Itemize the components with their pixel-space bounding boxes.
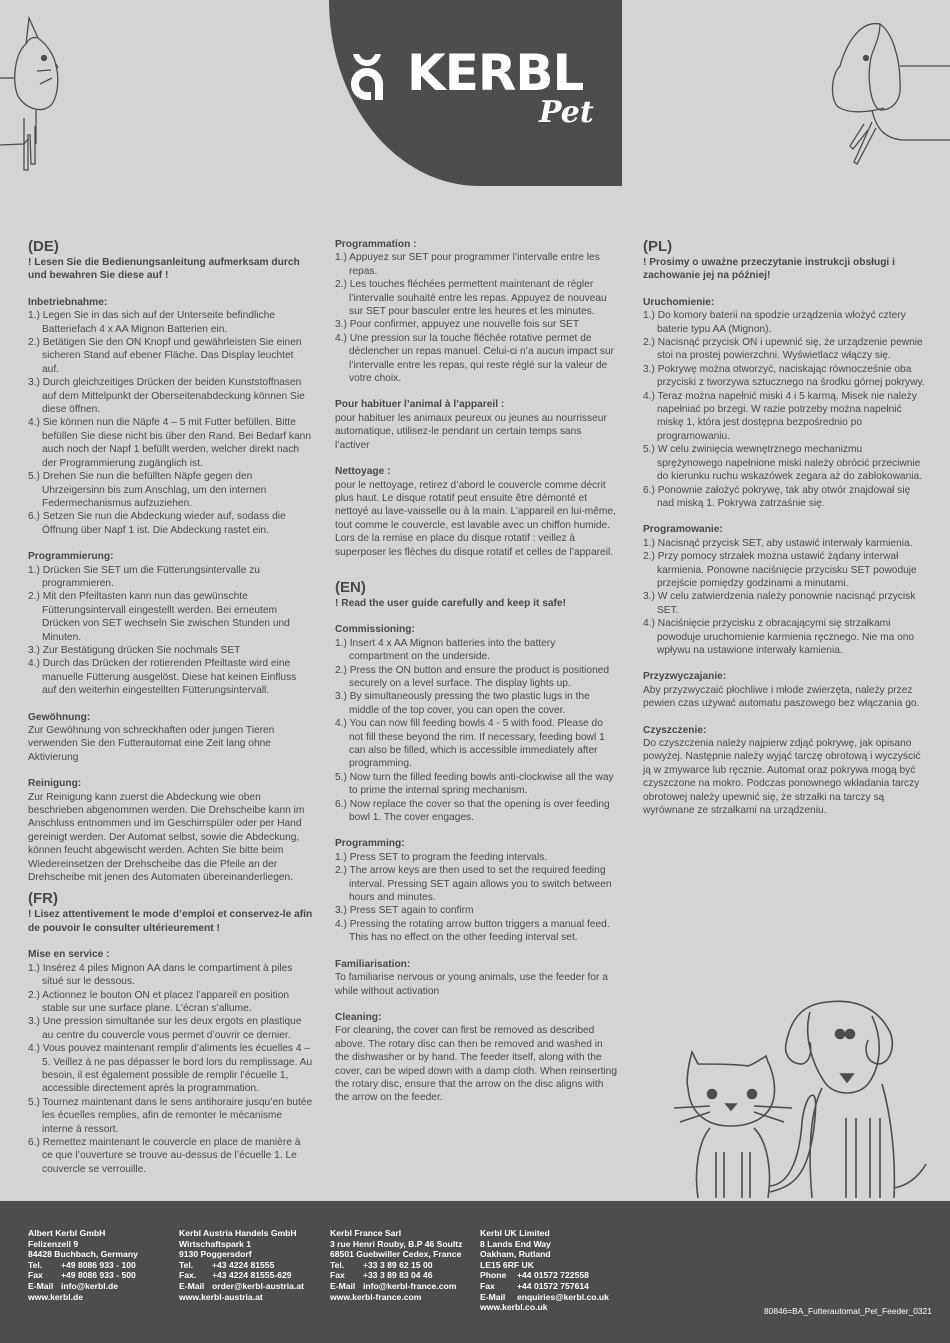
phone: +44 01572 722558 bbox=[517, 1270, 589, 1281]
heading: Familiarisation: bbox=[335, 958, 411, 970]
step: 4.) Durch das Drücken der rotierenden Pfeiltaste wird eine manuelle Fütterung ausgelöst. Diese hat keinen Einfluss auf den weiterhin eingestellten Fütterungsintervall. bbox=[28, 658, 297, 697]
step: 3.) By simultaneously pressing the two plastic lugs in the middle of the top cover, you can open the cover. bbox=[335, 691, 590, 716]
heading: Programowanie: bbox=[643, 524, 723, 536]
cleaning-en bbox=[335, 1011, 617, 1105]
commissioning-fr bbox=[28, 948, 313, 1176]
contact-label: Phone bbox=[480, 1270, 507, 1281]
paragraph: Zur Gewöhnung von schreckhaften oder jungen Tieren verwenden Sie den Futterautomat eine Zeit lang ohne Aktivierung bbox=[28, 725, 275, 763]
step: 5.) Drehen Sie nun die befüllten Näpfe gegen den Uhrzeigersinn bis zum Anschlag, um den internen Federmechanismus aufzuziehen. bbox=[28, 471, 267, 509]
address-uk bbox=[480, 1228, 609, 1313]
brand-name: KERBL bbox=[407, 44, 584, 102]
step: 6.) Ponownie założyć pokrywę, tak aby otwór znajdował się nad miską 1. Pokrywa zatrzaśnie się. bbox=[643, 484, 911, 509]
street: 3 rue Henri Rouby, B.P 46 Soultz bbox=[330, 1238, 463, 1249]
familiarisation-pl bbox=[643, 670, 925, 710]
step: 3.) Pokrywę można otworzyć, naciskając równocześnie oba przyciski z tworzywa sztucznego na środku górnej pokrywy. bbox=[643, 363, 925, 389]
notice-fr: ! Lisez attentivement le mode d’emploi et conservez-le afin de pouvoir le consulter ultérieurement ! bbox=[28, 909, 313, 934]
brand-logo-block bbox=[329, 0, 622, 186]
contact-label: E-Mail bbox=[28, 1280, 54, 1291]
step: 1.) Do komory baterii na spodzie urządzenia włożyć cztery baterie typu AA (Mignon). bbox=[643, 310, 906, 335]
paragraph: pour habituer les animaux peureux ou jeunes au nourrisseur automatique, utilisez-le pendant un certain temps sans l’activer bbox=[335, 412, 607, 451]
heading: Cleaning: bbox=[335, 1011, 382, 1023]
step: 5.) Now turn the filled feeding bowls anti-clockwise all the way to prime the internal spring mechanism. bbox=[335, 771, 614, 797]
step: 1.) Drücken Sie SET um die Fütterungsintervalle zu programmieren. bbox=[28, 564, 260, 589]
heading: Programmation : bbox=[335, 239, 417, 250]
step: 2.) Mit den Pfeiltasten kann nun das gewünschte Fütterungsintervall eingestellt werden. Bei erneutem Drücken von SET wechseln Sie zwischen Stunden und Minuten. bbox=[28, 591, 290, 643]
step: 6.) Remettez maintenant le couvercle en place de manière à ce que l’ouverture se trouve au-dessus de l’écuelle 1. Le couvercle se verrouille. bbox=[28, 1136, 301, 1175]
paragraph: To familiarise nervous or young animals, use the feeder for a while without activation bbox=[335, 972, 608, 997]
lang-label-en: (EN) bbox=[335, 578, 366, 596]
cleaning-de bbox=[28, 777, 313, 884]
programming-de bbox=[28, 550, 313, 697]
paragraph: Aby przyzwyczaić płochliwe i młode zwierzęta, należy przez pewien czas używać automatu paszowego bez włączania go. bbox=[643, 684, 920, 710]
column-right bbox=[643, 238, 925, 830]
column-left bbox=[28, 238, 313, 1189]
step: 3.) Pour confirmer, appuyez une nouvelle fois sur SET bbox=[335, 319, 580, 331]
paragraph: Zur Reinigung kann zuerst die Abdeckung wie oben beschrieben abgenommen werden. Die Drehscheibe kann im Anschluss entnommen und im Geschirrspüler oder per Hand gereinigt werden. Der Automat selbst, sowie die Abdeckung, können feucht abgewischt werden. Achten Sie bitte beim Wiedereinsetzen der Drehscheibe das die Pfeile an der Drehscheibe mit jenen des Automaten übereinanderliegen. bbox=[28, 791, 305, 884]
address-austria bbox=[179, 1228, 304, 1302]
contact-label: Fax bbox=[28, 1270, 43, 1281]
address-france bbox=[330, 1228, 462, 1302]
notice-en: ! Read the user guide carefully and keep it safe! bbox=[335, 597, 566, 609]
step: 4.) Naciśnięcie przycisku z obracającymi się strzałkami powoduje uruchomienie karmienia ręcznego. Nie ma ono wpływu na ustawione interwały kamienia. bbox=[643, 618, 915, 656]
contact-label: Fax bbox=[480, 1280, 495, 1291]
email-link[interactable]: info@kerbl-france.com bbox=[363, 1280, 457, 1291]
heading: Programmierung: bbox=[28, 551, 114, 563]
cleaning-pl bbox=[643, 724, 925, 818]
step: 2.) The arrow keys are then used to set the required feeding interval. Pressing SET again allows you to switch between hours and minutes. bbox=[335, 865, 612, 904]
familiarisation-fr bbox=[335, 398, 617, 452]
heading: Nettoyage : bbox=[335, 466, 391, 478]
section-fr-continued bbox=[335, 238, 617, 559]
programming-fr bbox=[335, 238, 617, 385]
step: 4.) Une pression sur la touche fléchée rotative permet de déclencher un repas manuel. Celui-ci n’a aucun impact sur l’intervalle entre les repas, qui reste réglé sur la valeur de votre choix. bbox=[335, 332, 615, 385]
brand-sub: Pet bbox=[539, 95, 594, 130]
fax: +44 01572 757614 bbox=[517, 1280, 589, 1291]
company-name: Albert Kerbl GmbH bbox=[28, 1228, 106, 1238]
step: 6.) Setzen Sie nun die Abdeckung wieder auf, sodass die Öffnung über Napf 1 ist. Die Abdeckung rastet ein. bbox=[28, 511, 286, 536]
step: 4.) Pressing the rotating arrow button triggers a manual feed. This has no effect on the other feeding interval set. bbox=[335, 918, 610, 944]
section-en bbox=[335, 579, 617, 1105]
familiarisation-de bbox=[28, 711, 313, 765]
heading: Programming: bbox=[335, 838, 405, 850]
email-link[interactable]: info@kerbl.de bbox=[61, 1280, 119, 1291]
postcode: LE15 6RF UK bbox=[480, 1259, 534, 1270]
heading: Pour habituer l’animal à l’appareil : bbox=[335, 399, 505, 411]
fax: +49 8086 933 - 500 bbox=[61, 1270, 136, 1281]
kerbl-bull-mark-icon bbox=[349, 52, 385, 102]
familiarisation-en bbox=[335, 958, 617, 998]
contact-label: Fax bbox=[330, 1270, 345, 1281]
fax: +43 4224 81555-629 bbox=[212, 1270, 292, 1281]
paragraph: Do czyszczenia należy najpierw zdjąć pokrywę, jak opisano powyżej. Następnie należy wyjąć tarczę obrotową i wyczyścić ją w zmywarce lub ręcznie. Automat oraz pokrywa mogą być czyszczone na mokro. Podczas ponownego wkładania tarczy obrotowej należy upewnić się, że strzałki na tarczy są wyrównane ze strzałkami na urządzeniu. bbox=[643, 738, 921, 817]
programming-pl bbox=[643, 523, 925, 657]
paragraph: For cleaning, the cover can first be removed as described above. The rotary disc can then be removed and washed in the dishwasher or by hand. The feeder itself, along with the cover, can be wiped down with a damp cloth. When reinserting the rotary disc, ensure that the arrow on the disc aligns with the arrow on the feeder. bbox=[335, 1025, 618, 1104]
step: 6.) Now replace the cover so that the opening is over feeding bowl 1. The cover engages. bbox=[335, 798, 610, 824]
contact-label: E-Mail bbox=[179, 1280, 205, 1291]
step: 1.) Appuyez sur SET pour programmer l’intervalle entre les repas. bbox=[335, 252, 600, 277]
address-germany bbox=[28, 1228, 138, 1302]
section-pl bbox=[643, 238, 925, 817]
contact-label: E-Mail bbox=[480, 1291, 506, 1302]
contact-label: Tel. bbox=[330, 1259, 345, 1270]
heading: Commissioning: bbox=[335, 624, 415, 636]
lang-label-pl: (PL) bbox=[643, 238, 673, 255]
phone: +33 3 89 62 15 00 bbox=[363, 1259, 433, 1270]
email-link[interactable]: order@kerbl-austria.at bbox=[212, 1280, 304, 1291]
company-name: Kerbl Austria Handels GmbH bbox=[179, 1228, 297, 1238]
heading: Uruchomienie: bbox=[643, 296, 715, 308]
step: 2.) Przy pomocy strzałek można ustawić żądany interwał karmienia. Ponowne naciśnięcie przycisku SET powoduje przejście pomiędzy godzinami a minutami. bbox=[643, 551, 917, 589]
heading: Czyszczenie: bbox=[643, 724, 707, 736]
step: 2.) Press the ON button and ensure the product is positioned securely on a level surface. The display lights up. bbox=[335, 664, 610, 689]
paragraph: pour le nettoyage, retirez d’abord le couvercle comme décrit plus haut. Le disque rotatif peut ensuite être démonté et nettoyé au lave-vaisselle ou à la main. L’appareil en lui-même, tout comme le couvercle, est lavable avec un chiffon humide. Lors de la remise en place du disque rotatif : veillez à superposer les flèches du disque rotatif et celles de l’appareil. bbox=[335, 479, 616, 558]
street: Felizenzell 9 bbox=[28, 1238, 79, 1249]
step: 4.) You can now fill feeding bowls 4 - 5 with food. Please do not fill these beyond the rim. If necessary, feeding bowl 1 can also be filled, which is accessible immediately after programming. bbox=[335, 718, 605, 770]
commissioning-en bbox=[335, 623, 617, 824]
heading: Reinigung: bbox=[28, 778, 82, 790]
contact-label: Fax. bbox=[179, 1270, 197, 1281]
lang-label-de: (DE) bbox=[28, 238, 59, 255]
fax: +33 3 89 83 04 46 bbox=[363, 1270, 433, 1281]
dog-outline-icon bbox=[810, 14, 950, 174]
heading: Gewöhnung: bbox=[28, 711, 91, 723]
street: 8 Lands End Way bbox=[480, 1238, 551, 1249]
document-reference: 80846=BA_Futterautomat_Pet_Feeder_0321 bbox=[764, 1306, 932, 1316]
step: 4.) Vous pouvez maintenant remplir d’aliments les écuelles 4 – 5. Veillez à ne pas dépasser le bord lors du remplissage. Au besoin, il est également possible de remplir l’écuelle 1, accessible directement après la programmation. bbox=[28, 1043, 313, 1095]
step: 3.) Press SET again to confirm bbox=[335, 905, 474, 917]
step: 1.) Press SET to program the feeding intervals. bbox=[335, 851, 548, 863]
company-name: Kerbl UK Limited bbox=[480, 1228, 550, 1238]
step: 5.) Tournez maintenant dans le sens antihoraire jusqu’en butée les écuelles remplies, afin de remonter le mécanisme interne à ressort. bbox=[28, 1096, 313, 1135]
step: 3.) W celu zatwierdzenia należy ponownie nacisnąć przycisk SET. bbox=[643, 591, 916, 616]
street: Wirtschaftspark 1 bbox=[179, 1238, 252, 1249]
heading: Mise en service : bbox=[28, 949, 110, 961]
email-link[interactable]: enquiries@kerbl.co.uk bbox=[517, 1291, 609, 1302]
contact-label: E-Mail bbox=[330, 1280, 356, 1291]
company-name: Kerbl France Sarl bbox=[330, 1228, 402, 1238]
footer bbox=[0, 1201, 950, 1343]
step: 2.) Nacisnąć przycisk ON i upewnić się, że urządzenie pewnie stoi na prostej powierzchni. Wyświetlacz włączy się. bbox=[643, 337, 923, 362]
cat-and-dog-icon bbox=[650, 992, 940, 1202]
programming-en bbox=[335, 837, 617, 944]
column-middle bbox=[335, 238, 617, 1118]
notice-de: ! Lesen Sie die Bedienungsanleitung aufmerksam durch und bewahren Sie diese auf ! bbox=[28, 257, 300, 282]
city: 84428 Buchbach, Germany bbox=[28, 1249, 138, 1260]
step: 4.) Teraz można napełnić miski 4 i 5 karmą. Misek nie należy napełniać po brzegi. W razie potrzeby można napełnić miskę 1, która jest dostępna bezpośrednio po programowaniu. bbox=[643, 390, 917, 442]
step: 4.) Sie können nun die Näpfe 4 – 5 mit Futter befüllen. Bitte befüllen Sie diese nicht bis über den Rand. Bei Bedarf kann auch noch der Napf 1 befüllt werden, welcher direkt nach der Programmierung zugänglich ist. bbox=[28, 417, 312, 469]
commissioning-pl bbox=[643, 296, 925, 511]
step: 2.) Actionnez le bouton ON et placez l’appareil en position stable sur une surface plane. L’écran s’allume. bbox=[28, 989, 290, 1014]
website-link[interactable]: www.kerbl.de bbox=[28, 1291, 84, 1302]
city: Oakham, Rutland bbox=[480, 1249, 551, 1260]
step: 1.) Legen Sie in das sich auf der Unterseite befindliche Batteriefach 4 x AA Mignon Batterien ein. bbox=[28, 310, 275, 335]
section-fr bbox=[28, 890, 313, 1176]
heading: Inbetriebnahme: bbox=[28, 296, 108, 308]
section-de bbox=[28, 238, 313, 884]
step: 2.) Les touches fléchées permettent maintenant de régler l’intervalle souhaité entre les repas. Appuyez de nouveau sur SET pour basculer entre les heures et les minutes. bbox=[335, 279, 607, 318]
website-link[interactable]: www.kerbl-austria.at bbox=[179, 1291, 263, 1302]
step: 3.) Zur Bestätigung drücken Sie nochmals SET bbox=[28, 644, 241, 656]
contact-label: Tel. bbox=[28, 1259, 43, 1270]
step: 2.) Betätigen Sie den ON Knopf und gewährleisten Sie einen sicheren Stand auf ebener Fläche. Das Display leuchtet auf. bbox=[28, 337, 302, 375]
step: 1.) Insérez 4 piles Mignon AA dans le compartiment à piles situé sur le dessous. bbox=[28, 962, 293, 988]
cat-outline-icon bbox=[0, 14, 110, 174]
step: 5.) W celu zwinięcia wewnętrznego mechanizmu sprężynowego napełnione miski należy obrócić przeciwnie do kierunku ruchu wskazówek zegara aż do zablokowania. bbox=[643, 444, 923, 483]
step: 1.) Insert 4 x AA Mignon batteries into the battery compartment on the underside. bbox=[335, 637, 556, 663]
cleaning-fr bbox=[335, 465, 617, 559]
city: 68501 Guebwiller Cedex, France bbox=[330, 1249, 462, 1260]
city: 9130 Poggersdorf bbox=[179, 1249, 252, 1260]
step: 3.) Durch gleichzeitiges Drücken der beiden Kunststoffnasen auf dem Mittelpunkt der Oberseitenabdeckung können Sie diese öffnen. bbox=[28, 377, 305, 416]
commissioning-de bbox=[28, 296, 313, 537]
website-link[interactable]: www.kerbl-france.com bbox=[330, 1291, 422, 1302]
step: 3.) Une pression simultanée sur les deux ergots en plastique au centre du couvercle vous permet d’ouvrir ce dernier. bbox=[28, 1016, 302, 1041]
phone: +49 8086 933 - 100 bbox=[61, 1259, 136, 1270]
heading: Przyzwyczajanie: bbox=[643, 671, 727, 683]
contact-label: Tel. bbox=[179, 1259, 194, 1270]
notice-pl: ! Prosimy o uważne przeczytanie instrukcji obsługi i zachowanie jej na później! bbox=[643, 257, 895, 282]
lang-label-fr: (FR) bbox=[28, 890, 58, 908]
website-link[interactable]: www.kerbl.co.uk bbox=[480, 1302, 548, 1313]
phone: +43 4224 81555 bbox=[212, 1259, 275, 1270]
step: 1.) Nacisnąć przycisk SET, aby ustawić interwały karmienia. bbox=[643, 537, 913, 549]
